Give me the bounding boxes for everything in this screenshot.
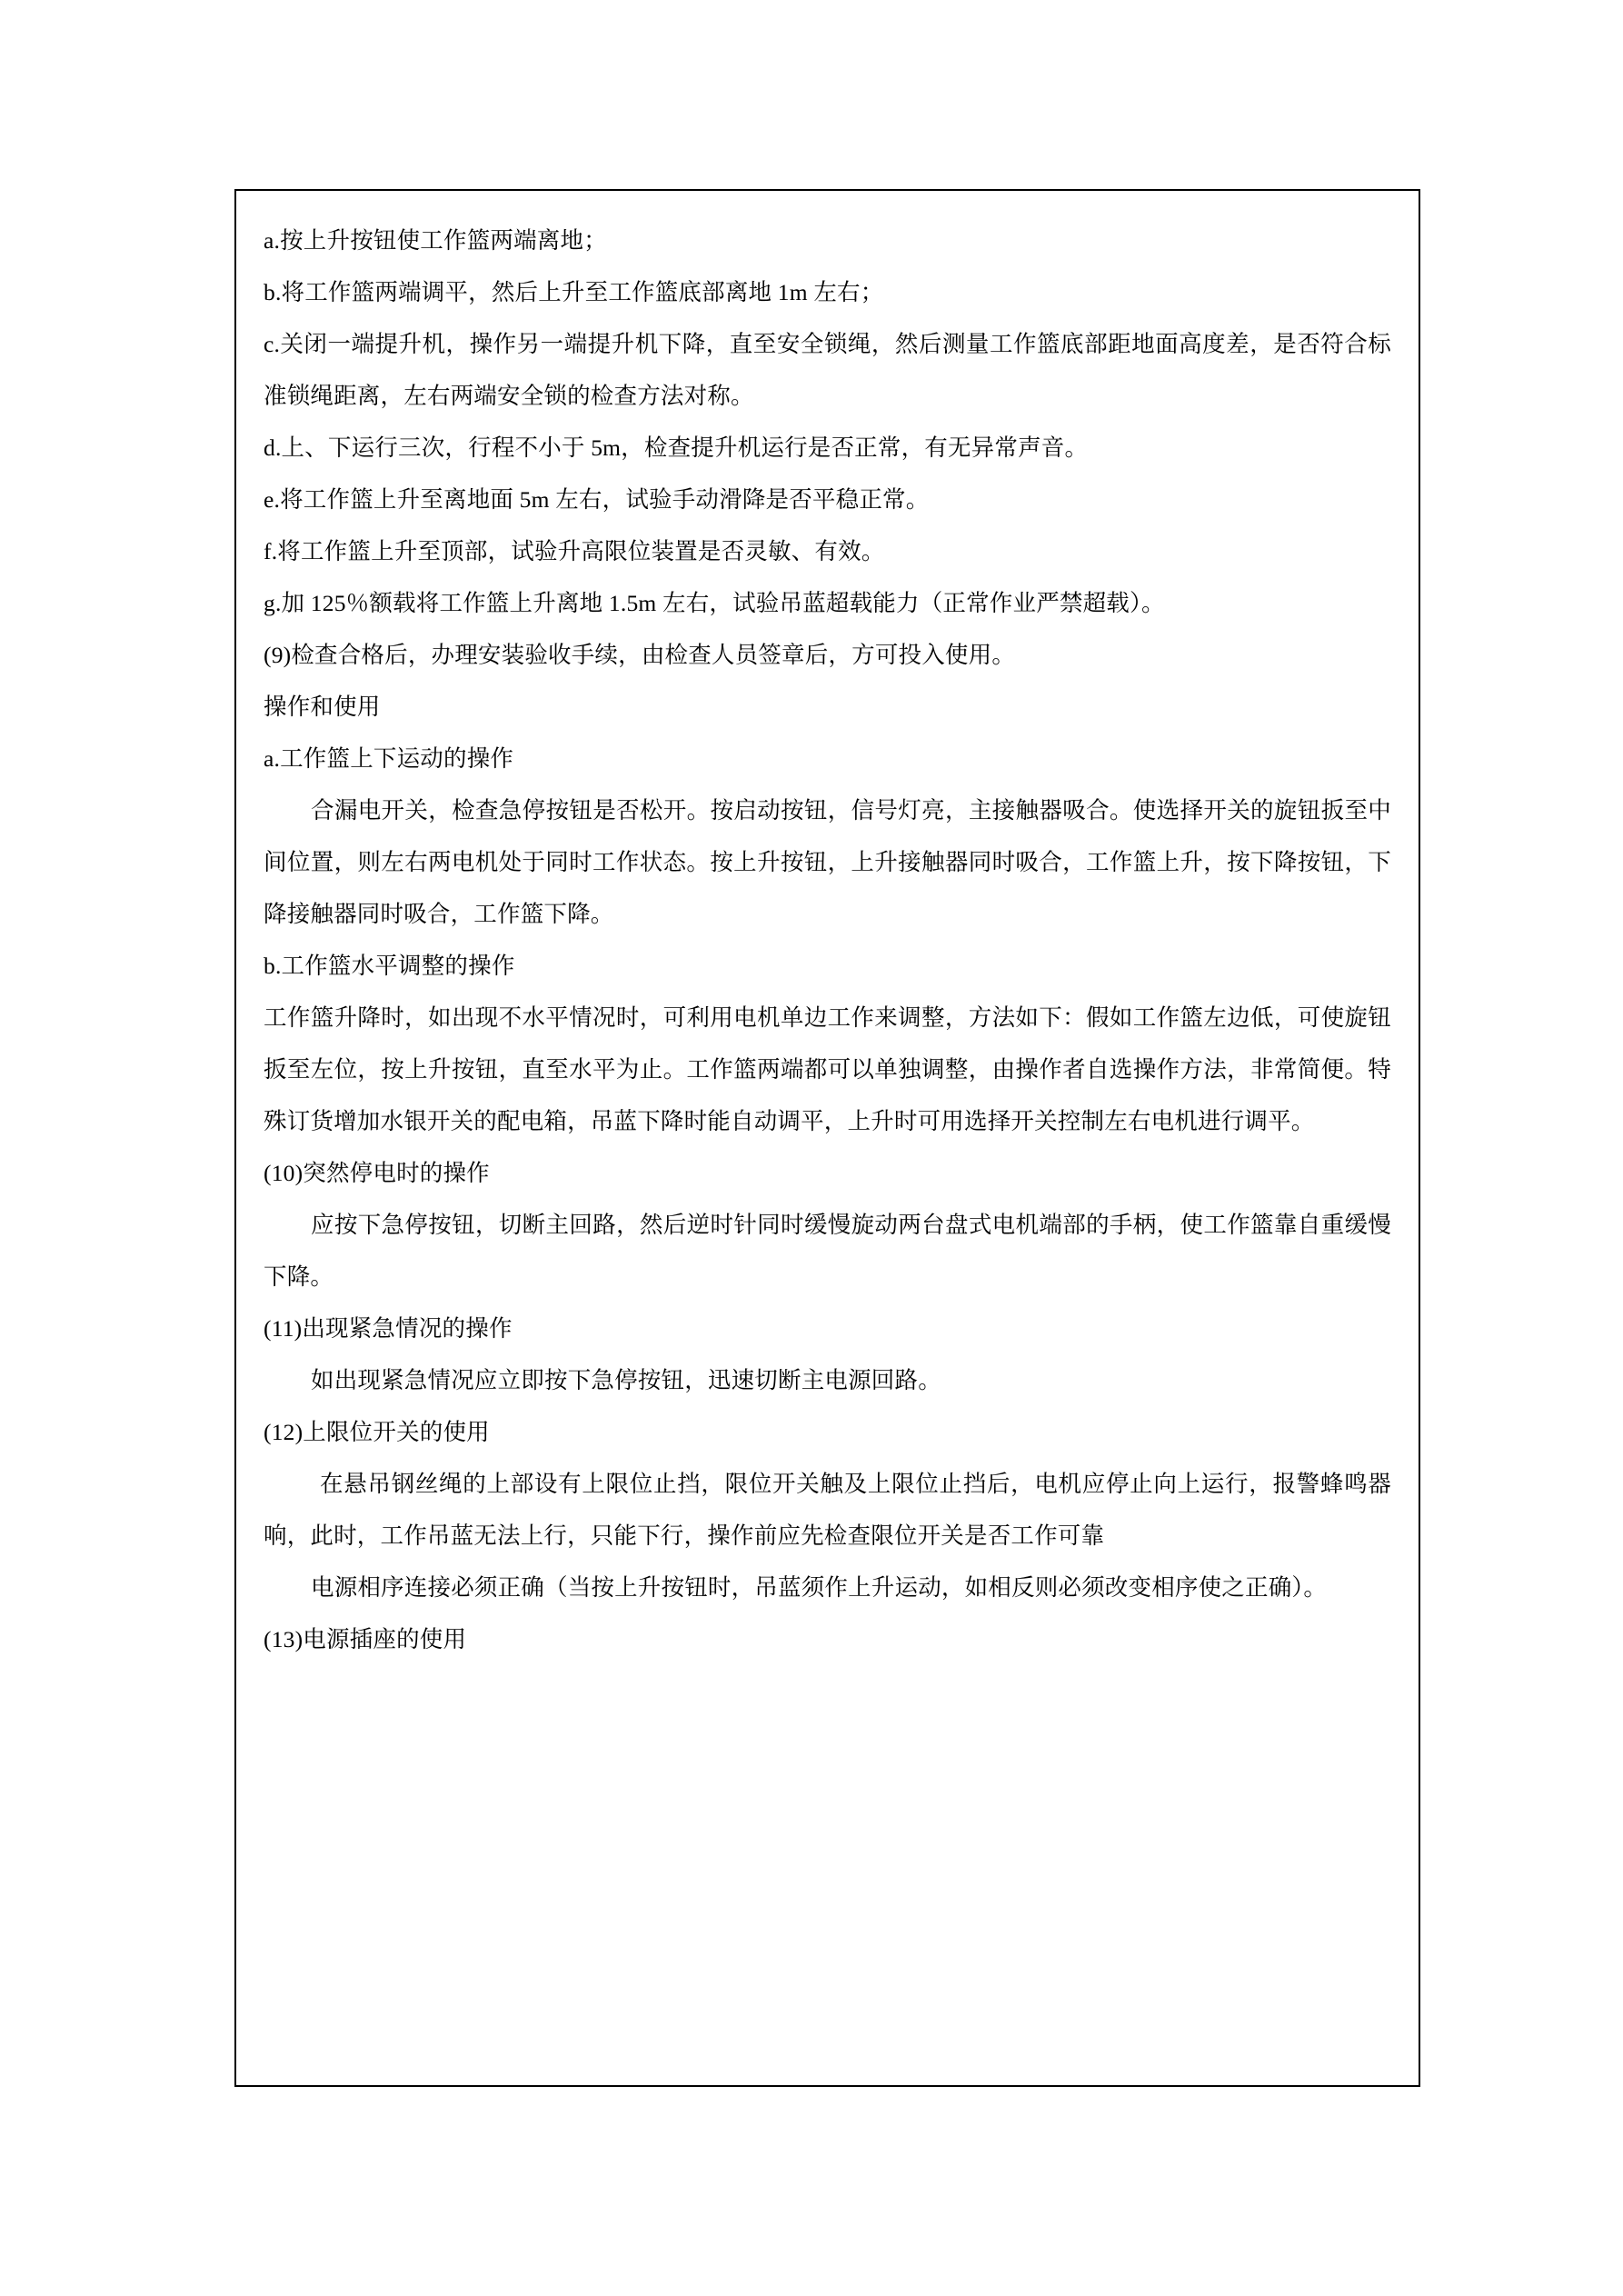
paragraph: a.工作篮上下运动的操作 [264,745,514,772]
paragraph: c.关闭一端提升机，操作另一端提升机下降，直至安全锁绳，然后测量工作篮底部距地面高度差，是否符合标准锁绳距离，左右两端安全锁的检查方法对称。 [264,331,1391,409]
paragraph: b.将工作篮两端调平，然后上升至工作篮底部离地 1m 左右； [264,279,884,305]
paragraph: 工作篮升降时，如出现不水平情况时，可利用电机单边工作来调整，方法如下：假如工作篮左边低，可使旋钮扳至左位，按上升按钮，直至水平为止。工作篮两端都可以单独调整，由操作者自选操作方法，非常简便。特殊订货增加水银开关的配电箱，吊蓝下降时能自动调平，上升时可用选择开关控制左右电机进行调平。 [264,1004,1391,1134]
paragraph: (11)出现紧急情况的操作 [264,1315,513,1342]
paragraph: 如出现紧急情况应立即按下急停按钮，迅速切断主电源回路。 [311,1367,941,1393]
paragraph: (12)上限位开关的使用 [264,1419,490,1445]
paragraph: f.将工作篮上升至顶部，试验升高限位装置是否灵敏、有效。 [264,538,885,564]
document-body [264,215,1391,1665]
paragraph: (9)检查合格后，办理安装验收手续，由检查人员签章后，方可投入使用。 [264,642,1016,668]
paragraph: a.按上升按钮使工作篮两端离地； [264,227,607,254]
paragraph: (13)电源插座的使用 [264,1626,467,1652]
section-heading: 操作和使用 [264,694,381,720]
paragraph: 合漏电开关，检查急停按钮是否松开。按启动按钮，信号灯亮，主接触器吸合。使选择开关的旋钮扳至中间位置，则左右两电机处于同时工作状态。按上升按钮，上升接触器同时吸合，工作篮上升，按下降按钮，下降接触器同时吸合，工作篮下降。 [264,797,1391,927]
paragraph: (10)突然停电时的操作 [264,1160,490,1186]
paragraph: 应按下急停按钮，切断主回路，然后逆时针同时缓慢旋动两台盘式电机端部的手柄，使工作篮靠自重缓慢下降。 [264,1212,1391,1290]
paragraph: 在悬吊钢丝绳的上部设有上限位止挡，限位开关触及上限位止挡后，电机应停止向上运行，报警蜂鸣器响，此时，工作吊蓝无法上行，只能下行，操作前应先检查限位开关是否工作可靠 [264,1471,1391,1549]
paragraph: d.上、下运行三次，行程不小于 5m，检查提升机运行是否正常，有无异常声音。 [264,434,1089,461]
paragraph: g.加 125％额载将工作篮上升离地 1.5m 左右，试验吊蓝超载能力（正常作业严禁超载）。 [264,590,1165,616]
paragraph: b.工作篮水平调整的操作 [264,953,515,979]
paragraph: e.将工作篮上升至离地面 5m 左右，试验手动滑降是否平稳正常。 [264,486,930,513]
document-text-frame [234,189,1420,2087]
paragraph: 电源相序连接必须正确（当按上升按钮时，吊蓝须作上升运动，如相反则必须改变相序使之正确）。 [311,1574,1328,1601]
